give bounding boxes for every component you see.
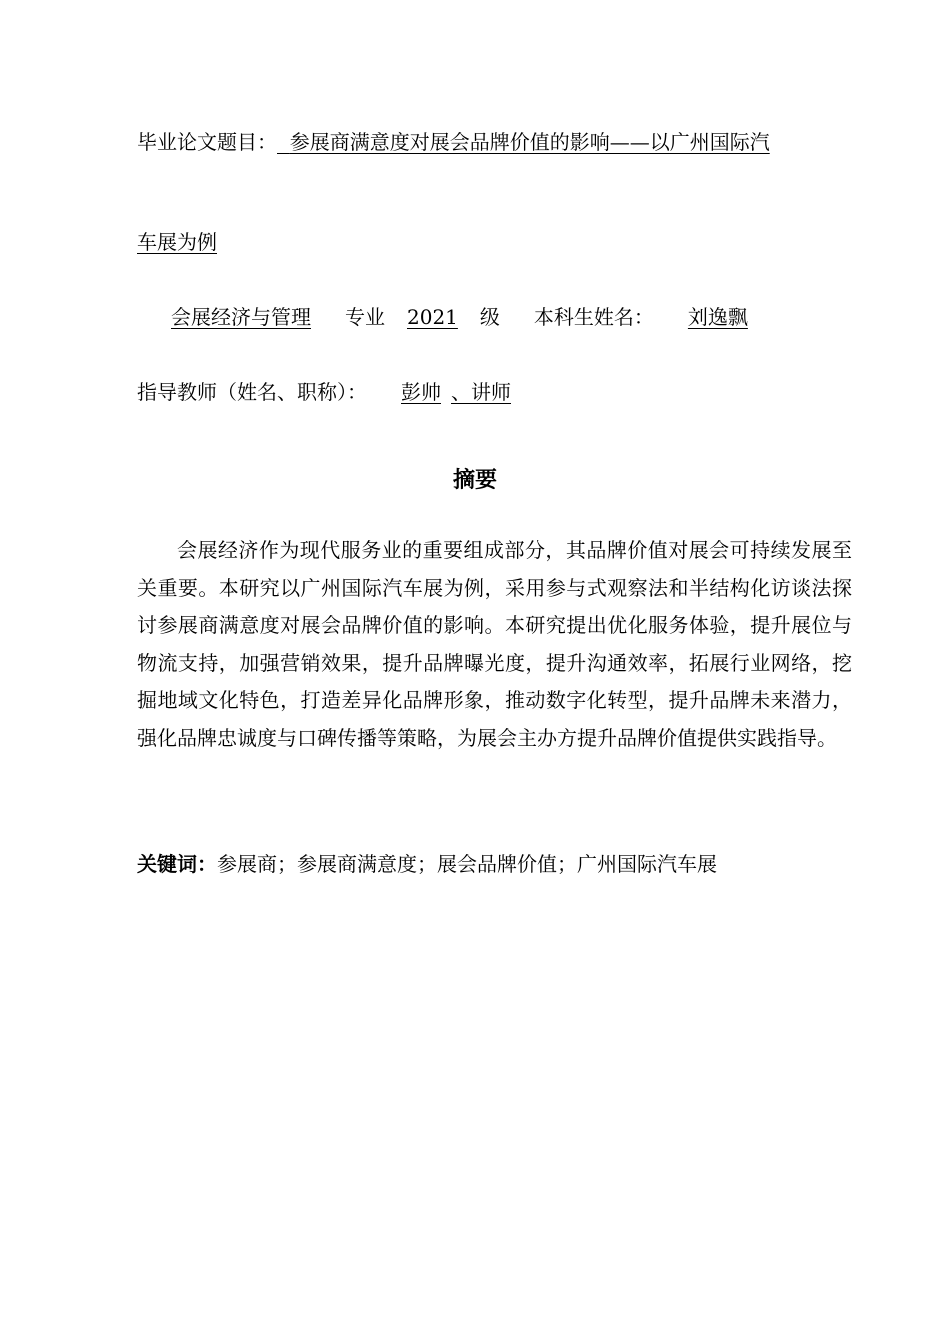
advisor-line	[137, 378, 545, 406]
thesis-title-label: 毕业论文题目：	[137, 130, 277, 154]
major-field: 会展经济与管理	[171, 305, 311, 329]
major-suffix: 专业	[345, 305, 385, 329]
advisor-label: 指导教师（姓名、职称）：	[137, 380, 367, 404]
thesis-title-part-1: 参展商满意度对展会品牌价值的影响——以广州国际汽	[289, 130, 770, 154]
keywords-label: 关键词：	[137, 852, 217, 876]
student-info-line	[137, 303, 792, 331]
grade-suffix: 级	[479, 305, 500, 329]
thesis-title-line-2	[137, 228, 737, 256]
thesis-title-line-1	[137, 128, 770, 156]
abstract-body: 会展经济作为现代服务业的重要组成部分，其品牌价值对展会可持续发展至关重要。本研究以广州国际汽车展为例，采用参与式观察法和半结构化访谈法探讨参展商满意度对展会品牌价值的影响。本研究提出优化服务体验，提升展位与物流支持，加强营销效果，提升品牌曝光度，提升沟通效率，拓展行业网络，挖掘地域文化特色，打造差异化品牌形象，推动数字化转型，提升品牌未来潜力，强化品牌忠诚度与口碑传播等策略，为展会主办方提升品牌价值提供实践指导。	[137, 538, 852, 750]
keywords-value: 参展商；参展商满意度；展会品牌价值；广州国际汽车展	[217, 852, 717, 876]
abstract-heading: 摘要	[452, 468, 497, 493]
grade-field: 2021	[407, 305, 458, 329]
advisor-field: 彭帅 、讲师	[401, 380, 511, 404]
keywords-line	[137, 850, 717, 878]
thesis-title-part-2: 车展为例	[137, 230, 217, 254]
student-name-label: 本科生姓名：	[533, 305, 654, 329]
student-name-field: 刘逸飘	[687, 305, 748, 329]
